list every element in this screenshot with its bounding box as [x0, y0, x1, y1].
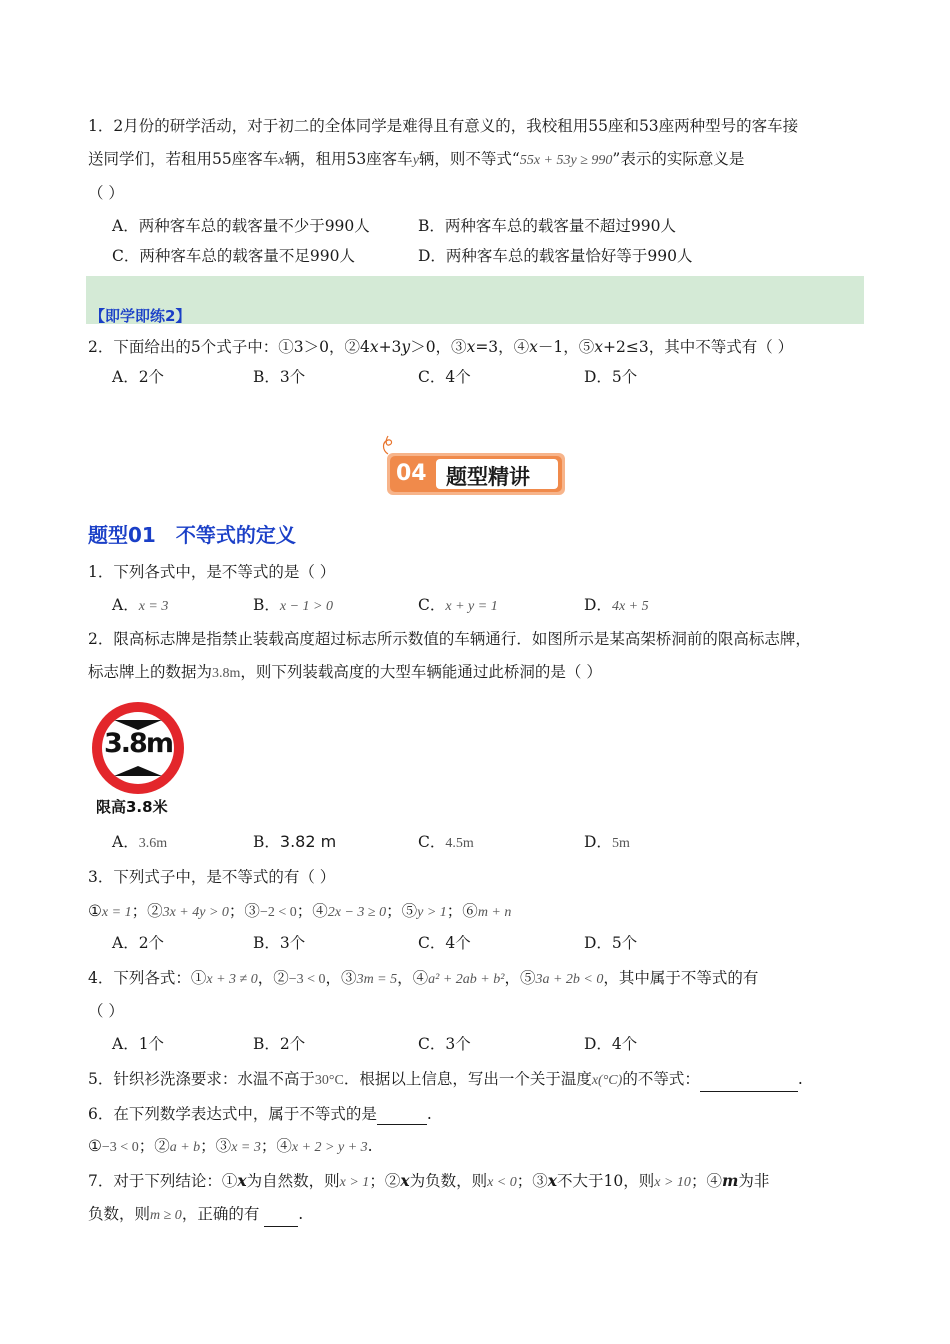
- q1-var-x: x: [278, 153, 285, 168]
- q1-option-c: C．两种客车总的载客量不足990人: [112, 247, 355, 265]
- practice-q2-option-b: B．3个: [253, 368, 306, 386]
- s4-expr: a² + 2ab + b²: [428, 972, 505, 987]
- s1-option-d: [584, 594, 649, 618]
- s7-stem-line1: [88, 1170, 769, 1194]
- s7-end: .: [298, 1205, 304, 1223]
- s7-expr: x > 1: [339, 1175, 370, 1190]
- s3-marker: ；②: [131, 902, 163, 920]
- sign-caption: 限高3.8米: [96, 798, 168, 816]
- s6-marker: ；②: [138, 1137, 170, 1155]
- q1-stem-line1: 1．2月份的研学活动，对于初二的全体同学是难得且有意义的，我校租用55座和53座两种型号的客车接: [88, 117, 799, 135]
- s3-option-d: D．5个: [584, 934, 638, 952]
- s3-marker: ；④: [296, 902, 328, 920]
- s7-text: 为非: [738, 1172, 770, 1190]
- s1-option-a: [112, 594, 168, 618]
- s4-text: ，④: [397, 969, 429, 987]
- q2p-var: x: [529, 338, 538, 356]
- banner-title: 题型精讲: [446, 465, 530, 489]
- s7-answer-blank[interactable]: [264, 1210, 298, 1227]
- s7-var: m: [721, 1171, 739, 1190]
- s1-stem: 1．下列各式中，是不等式的是（ ）: [88, 563, 336, 581]
- s2-option-c: [418, 831, 474, 855]
- s3-marker: ；③: [228, 902, 260, 920]
- s3-marker: ；⑤: [386, 902, 418, 920]
- s7-text: ；④: [690, 1172, 722, 1190]
- s2-text: ，则下列装载高度的大型车辆能通过此桥洞的是（ ）: [240, 663, 602, 681]
- s5-var: x(°C): [591, 1073, 623, 1088]
- s2-opt-label: C．: [418, 833, 446, 851]
- s4-expr: −3 < 0: [288, 972, 326, 987]
- s3-expr: m + n: [477, 905, 512, 920]
- s3-marker: ①: [88, 902, 102, 920]
- s4-option-d: D．4个: [584, 1035, 638, 1053]
- s6-marker: ①: [88, 1137, 102, 1155]
- s2-text: 标志牌上的数据为: [88, 663, 213, 681]
- q1-option-a: A．两种客车总的载客量不少于990人: [112, 217, 370, 235]
- s1-opt-label: A．: [112, 596, 139, 614]
- s2-option-a: [112, 831, 167, 855]
- s2-opt-label: D．: [584, 833, 612, 851]
- s7-text: 为负数，则: [409, 1172, 488, 1190]
- s5-answer-blank[interactable]: [700, 1075, 798, 1092]
- s3-expr: 3x + 4y > 0: [162, 905, 229, 920]
- s4-option-c: C．3个: [418, 1035, 471, 1053]
- s4-text: ，②: [257, 969, 289, 987]
- s1-opt-label: D．: [584, 596, 612, 614]
- s1-opt-label: C．: [418, 596, 446, 614]
- s4-answer-paren: （ ）: [88, 1002, 124, 1020]
- s3-stem: 3．下列式子中，是不等式的有（ ）: [88, 868, 336, 886]
- s7-expr: x < 0: [487, 1175, 517, 1190]
- practice-q2-option-d: D．5个: [584, 368, 638, 386]
- s2-opt-label: B．: [253, 833, 280, 851]
- s1-opt-expr: x + y = 1: [445, 599, 498, 614]
- s6-marker: ；③: [200, 1137, 232, 1155]
- q1-option-b: B．两种客车总的载客量不超过990人: [418, 217, 676, 235]
- s7-text: 负数，则: [88, 1205, 151, 1223]
- s4-text: 4．下列各式：①: [88, 969, 207, 987]
- s2-opt-value: 4.5m: [445, 836, 474, 851]
- s6-stem: [88, 1103, 432, 1125]
- q1-text: 辆，则不等式“: [418, 150, 520, 168]
- q2p-text: 2．下面给出的5个式子中：①3＞0，②4: [88, 338, 370, 356]
- s7-text: ；②: [369, 1172, 401, 1190]
- q1-option-d: D．两种客车总的载客量恰好等于990人: [418, 247, 693, 265]
- q1-text: 送同学们，若租用55座客车: [88, 150, 279, 168]
- s6-expr: x + 2 > y + 3: [291, 1140, 368, 1155]
- s6-dot: .: [367, 1137, 373, 1155]
- q2p-var: y: [401, 338, 411, 356]
- s7-var: x: [237, 1171, 247, 1190]
- s4-expr: 3a + 2b < 0: [535, 972, 604, 987]
- practice-q2-option-a: A．2个: [112, 368, 165, 386]
- s7-var: x: [547, 1171, 558, 1190]
- q1-var-y: y: [412, 153, 419, 168]
- s2-opt-value: 3.82 m: [279, 832, 337, 851]
- s7-expr: m ≥ 0: [150, 1208, 182, 1223]
- q1-answer-paren: （ ）: [88, 184, 124, 202]
- s2-option-b: [253, 831, 336, 853]
- q2p-text: +3: [378, 338, 402, 356]
- s6-text: 6．在下列数学表达式中，属于不等式的是: [88, 1105, 377, 1123]
- s2-opt-value: 3.6m: [138, 836, 168, 851]
- banner-number: 04: [396, 461, 427, 486]
- s6-expr: −3 < 0: [101, 1140, 139, 1155]
- s4-option-b: B．2个: [253, 1035, 306, 1053]
- s5-temp: 30°C: [314, 1073, 344, 1088]
- s3-expressions: [88, 900, 511, 924]
- s2-value: 3.8m: [212, 666, 241, 681]
- s6-end: .: [426, 1105, 432, 1123]
- s7-stem-line2: [88, 1203, 303, 1227]
- practice-label: 【即学即练2】: [90, 307, 191, 325]
- s7-text: ，正确的有: [181, 1205, 260, 1223]
- s1-option-c: [418, 594, 498, 618]
- s7-text: ；③: [516, 1172, 548, 1190]
- s5-end: .: [797, 1070, 803, 1088]
- section-title: 题型01 不等式的定义: [88, 523, 296, 547]
- s5-text: 的不等式：: [622, 1070, 700, 1088]
- s4-text: ，⑤: [504, 969, 536, 987]
- s7-text: 为自然数，则: [246, 1172, 340, 1190]
- s3-expr: x = 1: [101, 905, 132, 920]
- s6-answer-blank[interactable]: [377, 1108, 427, 1125]
- q2p-var: x: [369, 338, 379, 356]
- q2p-text: ＞0，③: [410, 338, 467, 356]
- s6-expr: a + b: [169, 1140, 201, 1155]
- s7-expr: x > 10: [654, 1175, 691, 1190]
- s2-option-d: [584, 831, 630, 855]
- s4-expr: 3m = 5: [356, 972, 398, 987]
- sign-value: 3.8m: [104, 728, 172, 759]
- s3-option-b: B．3个: [253, 934, 306, 952]
- q1-text: ”表示的实际意义是: [612, 150, 745, 168]
- s6-expr: x = 3: [231, 1140, 261, 1155]
- s4-stem: [88, 967, 758, 991]
- s1-opt-label: B．: [253, 596, 280, 614]
- practice-q2-stem: [88, 336, 793, 358]
- s1-opt-expr: 4x + 5: [611, 599, 649, 614]
- s5-stem: [88, 1068, 803, 1092]
- s1-option-b: [253, 594, 333, 618]
- q1-stem-line2: [88, 148, 744, 172]
- section-banner: [386, 452, 566, 496]
- q2p-var: x: [594, 338, 604, 356]
- s4-expr: x + 3 ≠ 0: [206, 972, 258, 987]
- s7-text: 不大于10，则: [557, 1172, 655, 1190]
- s3-expr: y > 1: [417, 905, 447, 920]
- s4-option-a: A．1个: [112, 1035, 165, 1053]
- s2-stem-line1: 2．限高标志牌是指禁止装载高度超过标志所示数值的车辆通行．如图所示是某高架桥洞前的限高标志牌，: [88, 630, 811, 648]
- s6-expressions: [88, 1135, 373, 1159]
- s4-text: ，其中属于不等式的有: [603, 969, 759, 987]
- q2p-text: =3，④: [475, 338, 530, 356]
- q1-text: 辆，租用53座客车: [284, 150, 413, 168]
- s2-opt-label: A．: [112, 833, 139, 851]
- s1-opt-expr: x = 3: [138, 599, 169, 614]
- s3-option-c: C．4个: [418, 934, 471, 952]
- q2p-var: x: [466, 338, 476, 356]
- q1-inequality: 55x + 53y ≥ 990: [519, 153, 613, 168]
- s4-text: ，③: [325, 969, 357, 987]
- s1-opt-expr: x − 1 > 0: [279, 599, 333, 614]
- practice-q2-option-c: C．4个: [418, 368, 471, 386]
- q2p-text: －1，⑤: [537, 338, 595, 356]
- s6-marker: ；④: [260, 1137, 292, 1155]
- s3-expr: −2 < 0: [259, 905, 297, 920]
- s7-var: x: [400, 1171, 410, 1190]
- s7-text: 7．对于下列结论：①: [88, 1172, 238, 1190]
- s3-expr: 2x − 3 ≥ 0: [327, 905, 387, 920]
- s2-opt-value: 5m: [611, 836, 630, 851]
- q2p-text: +2≤3，其中不等式有（ ）: [603, 338, 794, 356]
- s2-stem-line2: [88, 661, 602, 685]
- practice-highlight-box: [86, 276, 864, 324]
- s3-option-a: A．2个: [112, 934, 165, 952]
- s5-text: ．根据以上信息，写出一个关于温度: [343, 1070, 592, 1088]
- s5-text: 5．针织衫洗涤要求：水温不高于: [88, 1070, 315, 1088]
- s3-marker: ；⑥: [446, 902, 478, 920]
